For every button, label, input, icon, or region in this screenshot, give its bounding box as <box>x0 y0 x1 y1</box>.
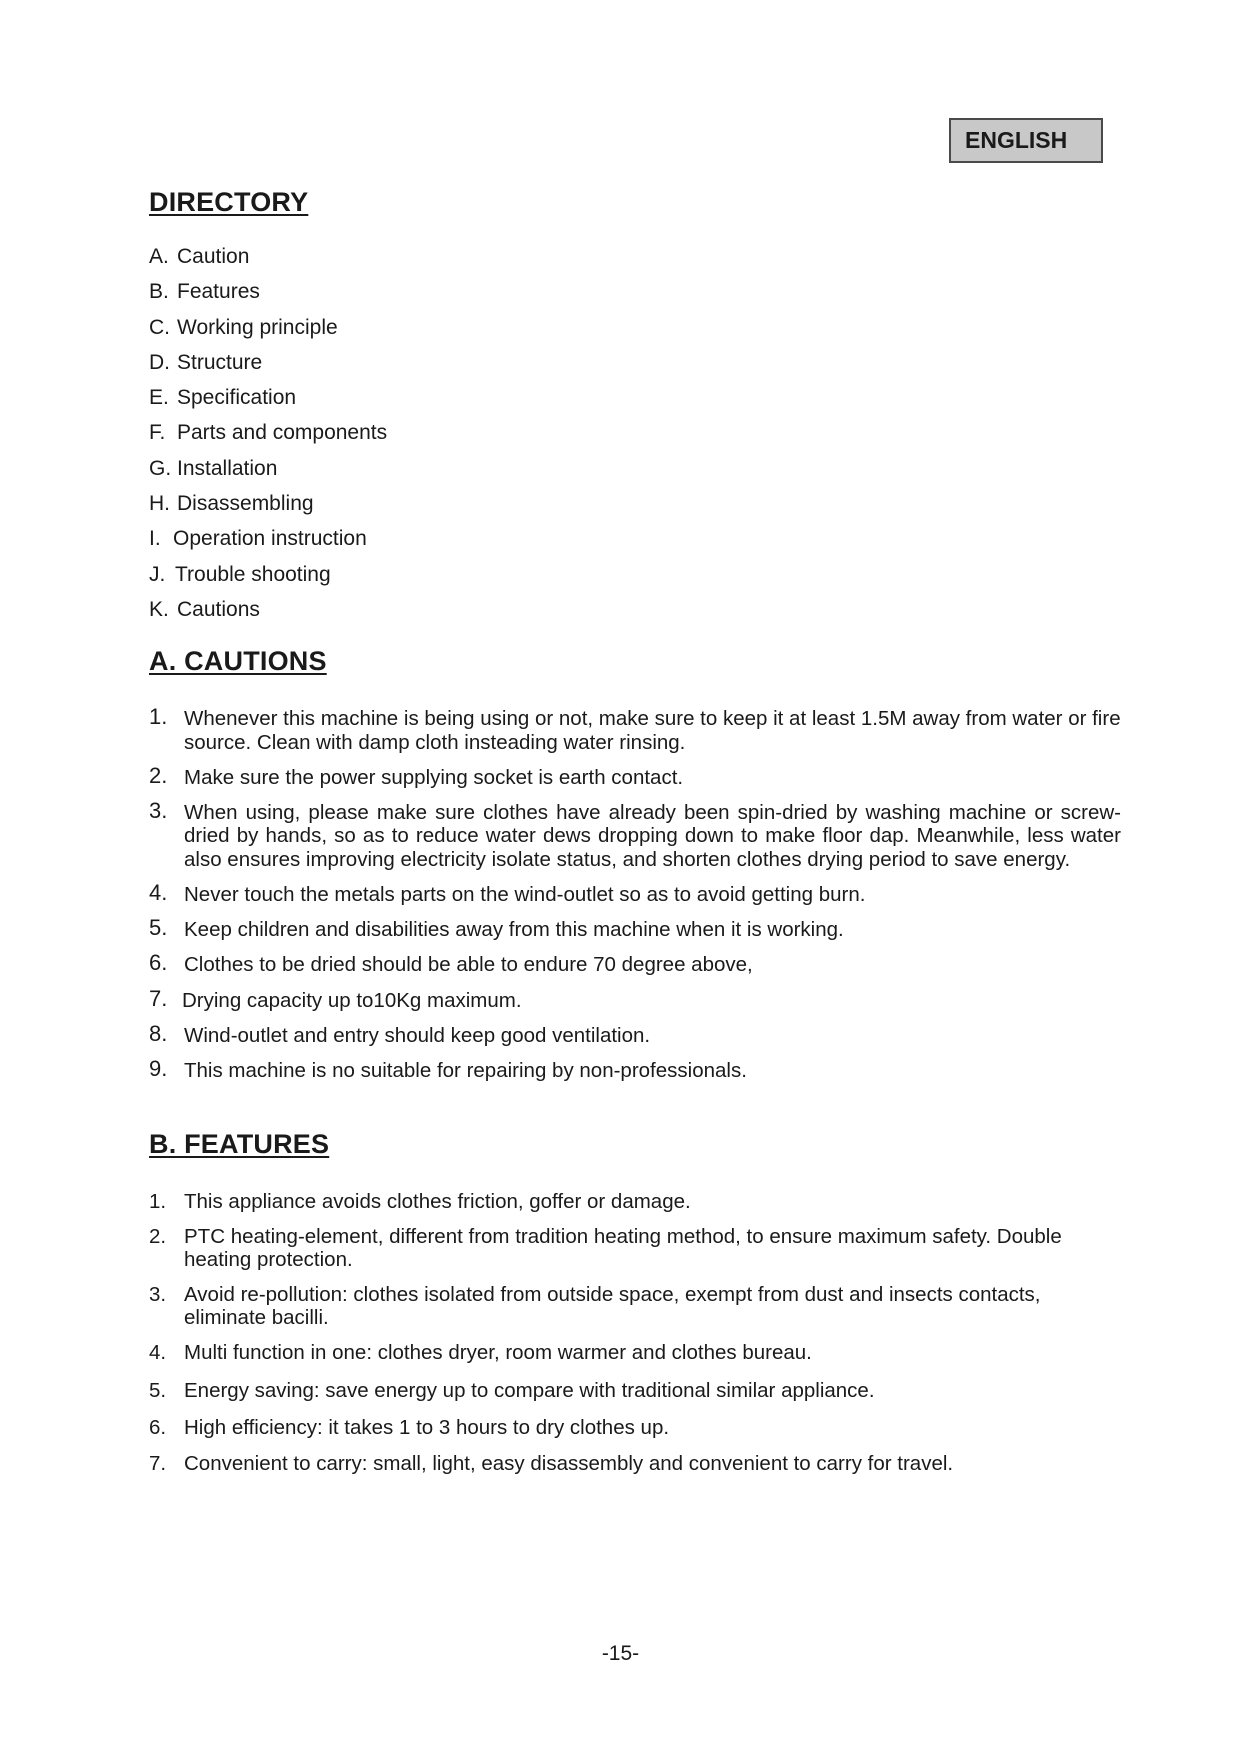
caution-item: 7. Drying capacity up to10Kg maximum. <box>149 985 522 1012</box>
caution-item: 5. Keep children and disabilities away from this machine when it is working. <box>149 915 844 942</box>
features-list <box>149 1190 1121 1476</box>
feature-item: 1. This appliance avoids clothes friction, goffer or damage. <box>149 1190 691 1213</box>
page-number: -15- <box>601 1642 640 1665</box>
caution-item: 1. Whenever this machine is being using or not, make sure to keep it at least 1.5M away from water or fire source. Clean with damp cloth insteading water rinsing. <box>149 704 1121 754</box>
feature-item: 7. Convenient to carry: small, light, easy disassembly and convenient to carry for travel. <box>149 1452 954 1475</box>
directory-item: H. Disassembling <box>149 492 314 516</box>
language-badge: ENGLISH <box>949 118 1103 163</box>
directory-item: J. Trouble shooting <box>149 562 331 586</box>
directory-item: G. Installation <box>149 456 278 480</box>
features-heading: B. FEATURES <box>149 1129 330 1159</box>
directory-item: D. Structure <box>149 350 263 374</box>
feature-item: 4. Multi function in one: clothes dryer, room warmer and clothes bureau. <box>149 1340 812 1364</box>
directory-item: F. Parts and components <box>149 421 388 445</box>
directory-item: B. Features <box>149 280 260 304</box>
directory-item: A. Caution <box>149 245 250 268</box>
directory-item: C. Working principle <box>149 315 338 339</box>
feature-item: 5. Energy saving: save energy up to compare with traditional similar appliance. <box>149 1379 875 1402</box>
cautions-heading: A. CAUTIONS <box>149 646 327 676</box>
caution-item: 3. When using, please make sure clothes have already been spin-dried by washing machine or screw-dried by hands, so as to reduce water dews dropping down to make floor dap. Meanwhile, less water also ensures improving electricity isolate status, and shorten clothes drying period to save energy. <box>149 797 1121 871</box>
feature-item: 6. High efficiency: it takes 1 to 3 hours to dry clothes up. <box>149 1415 670 1439</box>
caution-item: 4. Never touch the metals parts on the wind-outlet so as to avoid getting burn. <box>149 880 866 906</box>
directory-item: K. Cautions <box>149 597 260 621</box>
feature-item: 2. PTC heating-element, different from tradition heating method, to ensure maximum safety. Double heating protection. <box>149 1224 1062 1271</box>
directory-item: E. Specification <box>149 386 297 410</box>
caution-item: 2. Make sure the power supplying socket is earth contact. <box>149 763 684 789</box>
directory-list <box>149 243 387 631</box>
caution-item: 6. Clothes to be dried should be able to endure 70 degree above, <box>149 950 753 977</box>
caution-item: 9. This machine is no suitable for repairing by non-professionals. <box>149 1055 747 1082</box>
directory-item: I. Operation instruction <box>149 527 367 551</box>
directory-heading: DIRECTORY <box>149 187 309 217</box>
cautions-list <box>149 704 1121 1082</box>
caution-item: 8. Wind-outlet and entry should keep good ventilation. <box>149 1020 651 1047</box>
feature-item: 3. Avoid re-pollution: clothes isolated from outside space, exempt from dust and insects contacts, eliminate bacilli. <box>149 1282 1041 1329</box>
